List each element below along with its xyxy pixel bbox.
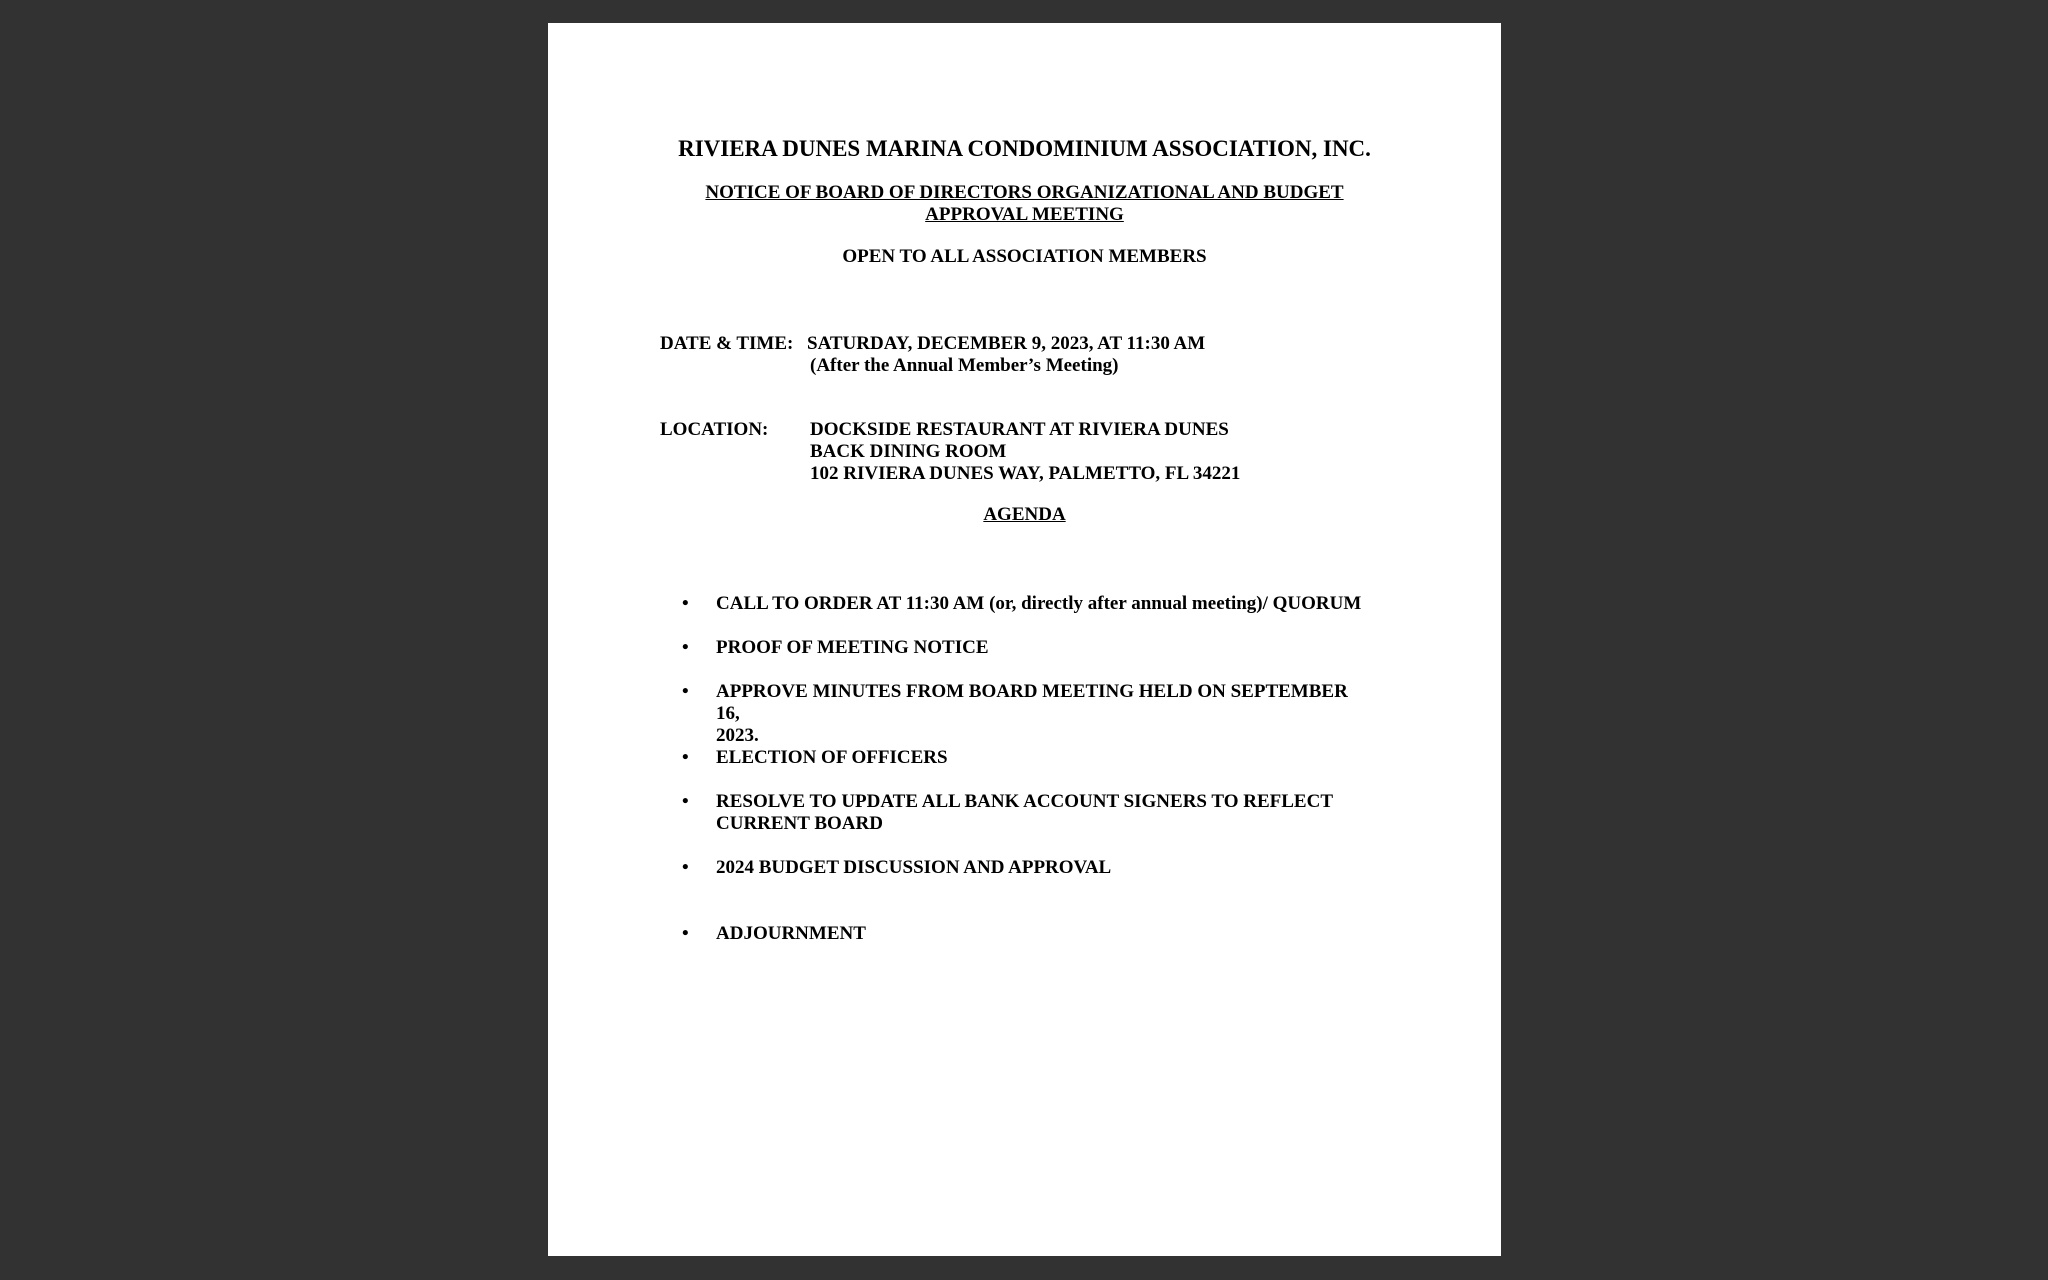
document-title: RIVIERA DUNES MARINA CONDOMINIUM ASSOCIATION, INC. [678, 136, 1371, 161]
agenda-item-line: ELECTION OF OFFICERS [716, 747, 948, 768]
bullet-icon: • [682, 923, 689, 944]
notice-heading-line2: APPROVAL MEETING [925, 204, 1124, 225]
location-line2: BACK DINING ROOM [810, 441, 1007, 462]
agenda-item-line: CURRENT BOARD [716, 813, 883, 834]
bullet-icon: • [682, 857, 689, 878]
open-to-members: OPEN TO ALL ASSOCIATION MEMBERS [842, 246, 1207, 267]
agenda-item [716, 923, 1376, 945]
agenda-item-line: 2023. [716, 725, 759, 746]
agenda-item [716, 593, 1376, 615]
agenda-item-line: CALL TO ORDER AT 11:30 AM (or, directly after annual meeting)/ QUORUM [716, 593, 1362, 614]
agenda-item [716, 791, 1376, 835]
location-line3: 102 RIVIERA DUNES WAY, PALMETTO, FL 34221 [810, 463, 1241, 484]
agenda-item-line: 2024 BUDGET DISCUSSION AND APPROVAL [716, 857, 1112, 878]
bullet-icon: • [682, 681, 689, 702]
location-label: LOCATION: [660, 419, 769, 440]
notice-heading [548, 182, 1501, 226]
date-time-label: DATE & TIME: [660, 333, 794, 354]
agenda-item-line: PROOF OF MEETING NOTICE [716, 637, 989, 658]
agenda-item [716, 681, 1376, 747]
location-line1: DOCKSIDE RESTAURANT AT RIVIERA DUNES [810, 419, 1229, 440]
agenda-item [716, 857, 1376, 879]
agenda-item-line: RESOLVE TO UPDATE ALL BANK ACCOUNT SIGNERS TO REFLECT [716, 791, 1333, 812]
date-time-note: (After the Annual Member’s Meeting) [810, 355, 1119, 376]
document-page [548, 23, 1501, 1256]
agenda-heading: AGENDA [983, 504, 1066, 525]
agenda-item-line: ADJOURNMENT [716, 923, 866, 944]
agenda-item-line: APPROVE MINUTES FROM BOARD MEETING HELD ON SEPTEMBER 16, [716, 681, 1348, 724]
agenda-item [716, 747, 1376, 769]
bullet-icon: • [682, 791, 689, 812]
bullet-icon: • [682, 747, 689, 768]
bullet-icon: • [682, 593, 689, 614]
date-time-value: SATURDAY, DECEMBER 9, 2023, AT 11:30 AM [807, 333, 1206, 354]
agenda-item [716, 637, 1376, 659]
bullet-icon: • [682, 637, 689, 658]
notice-heading-line1: NOTICE OF BOARD OF DIRECTORS ORGANIZATIONAL AND BUDGET [705, 182, 1344, 203]
